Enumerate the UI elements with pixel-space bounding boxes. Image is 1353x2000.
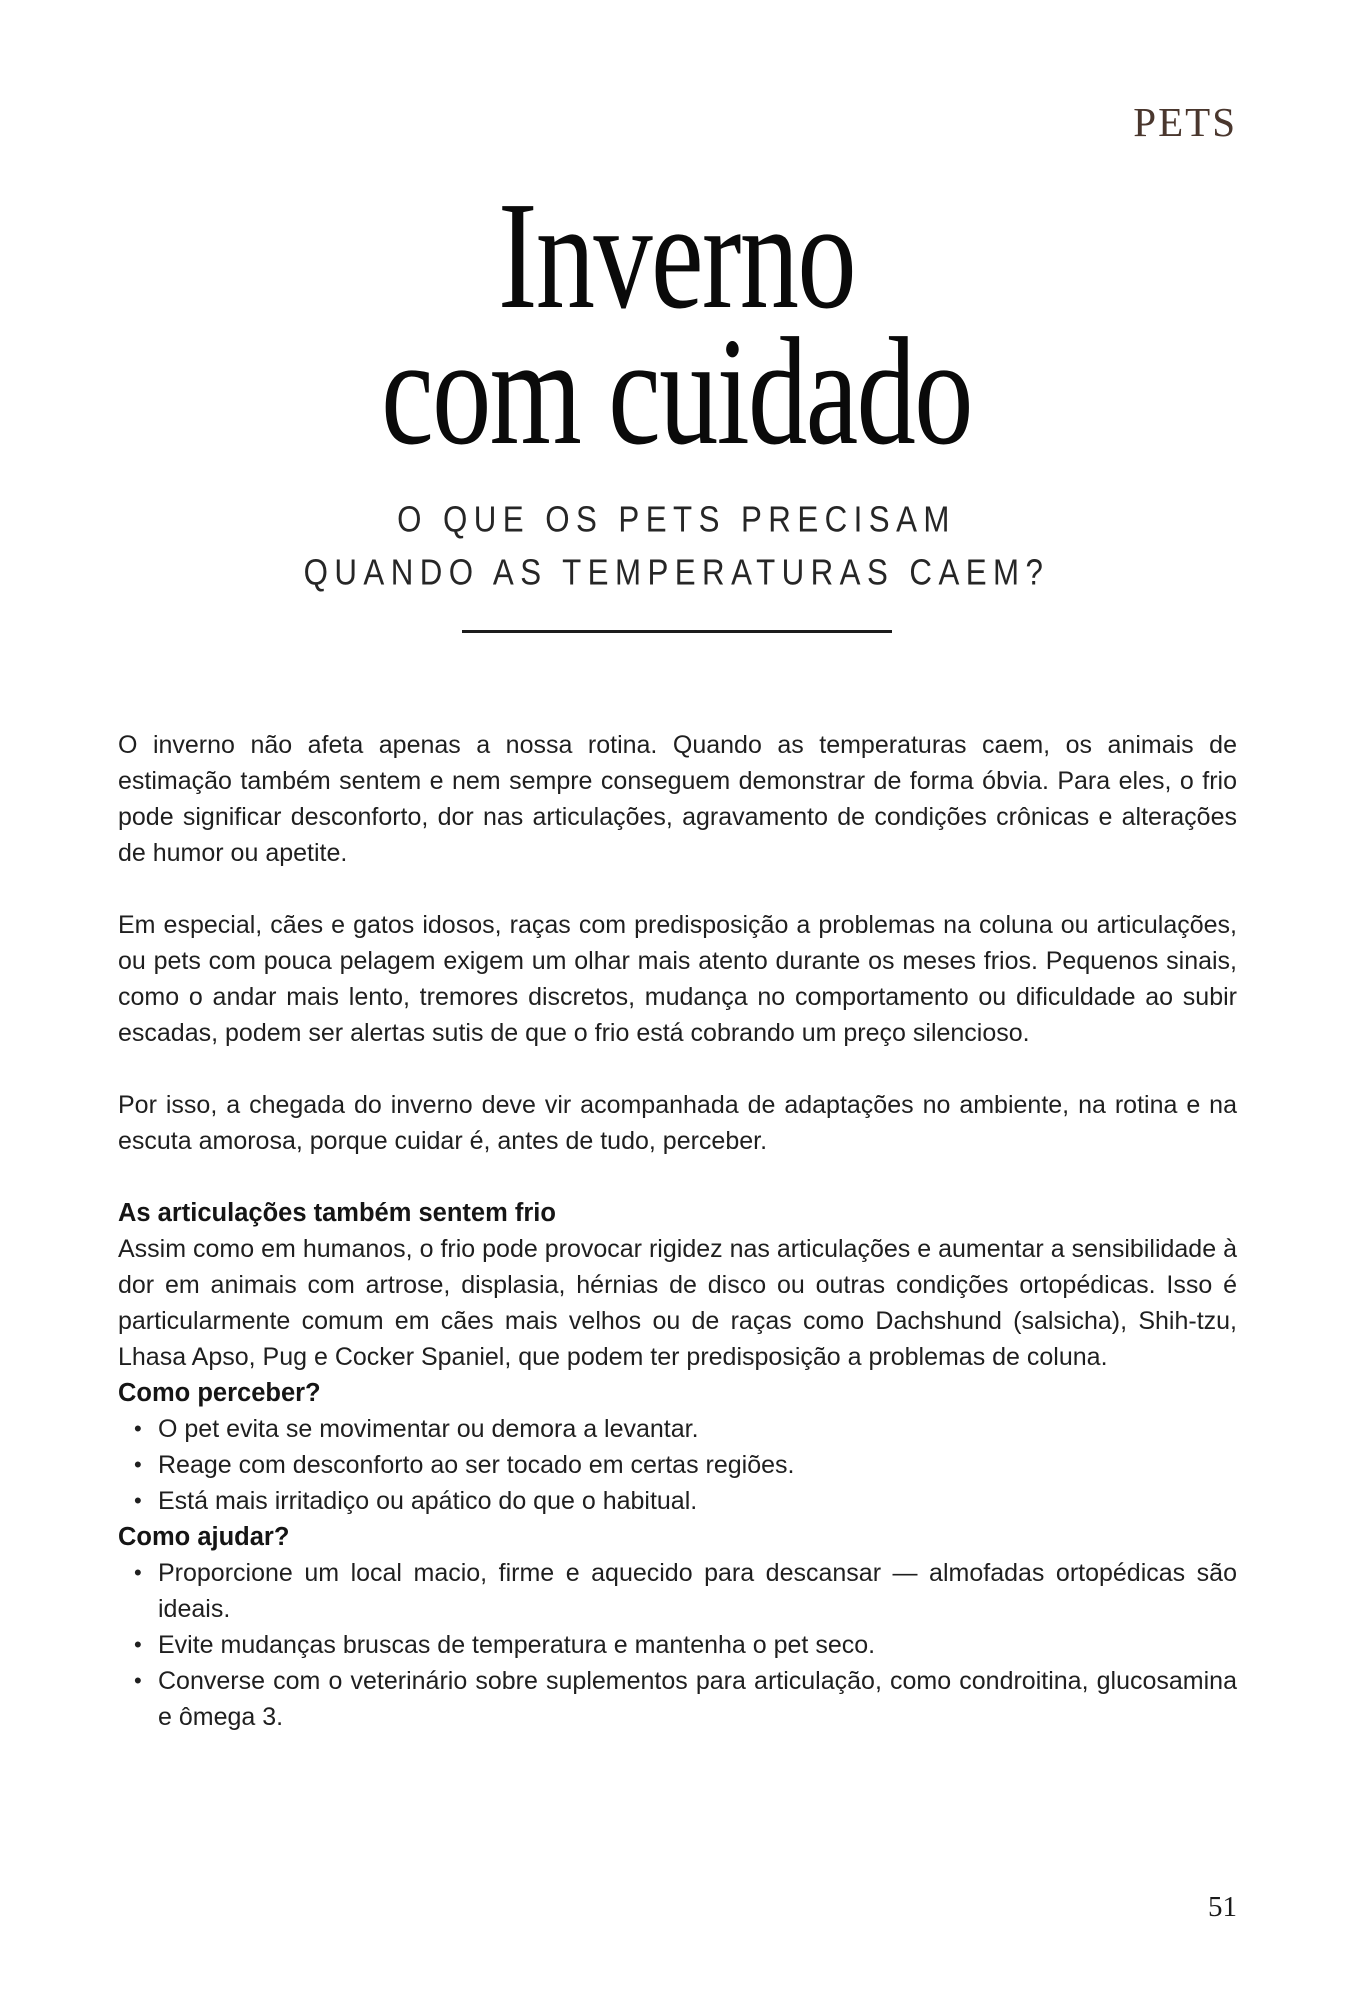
- list-item: [118, 1555, 1237, 1627]
- list-item: [118, 1447, 1237, 1483]
- article-header: [0, 170, 1353, 633]
- article-title-line2: com cuidado: [381, 306, 972, 478]
- section-paragraph: Assim como em humanos, o frio pode provocar rigidez nas articulações e aumentar a sensibilidade à dor em animais com artrose, displasia, hérnias de disco ou outras condições ortopédicas. Isso é particularmente comum em cães mais velhos ou de raças como Dachshund (salsicha), Shih-tzu, Lhasa Apso, Pug e Cocker Spaniel, que podem ter predisposição a problemas de coluna.: [118, 1234, 1237, 1371]
- page-number: 51: [1208, 1891, 1237, 1923]
- title-divider-rule: [462, 630, 892, 633]
- subheading-como-perceber: Como perceber?: [118, 1378, 321, 1407]
- subheading-como-ajudar: Como ajudar?: [118, 1522, 290, 1551]
- article-title-line1: Inverno: [497, 170, 855, 342]
- list-item-text: Converse com o veterinário sobre suplementos para articulação, como condroitina, glucosamina e ômega 3.: [158, 1666, 1237, 1731]
- bullet-icon: •: [134, 1559, 142, 1585]
- article-subtitle-line2: QUANDO AS TEMPERATURAS CAEM?: [303, 553, 1050, 593]
- list-item: [118, 1663, 1237, 1735]
- list-item: [118, 1483, 1237, 1519]
- help-list: [118, 1555, 1237, 1735]
- article-subtitle: [0, 494, 1353, 599]
- article-body: [118, 727, 1237, 1735]
- intro-paragraph: O inverno não afeta apenas a nossa rotina. Quando as temperaturas caem, os animais de estimação também sentem e nem sempre conseguem demonstrar de forma óbvia. Para eles, o frio pode significar desconforto, dor nas articulações, agravamento de condições crônicas e alterações de humor ou apetite.: [118, 730, 1237, 867]
- article-subtitle-line1: O QUE OS PETS PRECISAM: [397, 500, 956, 541]
- list-item: [118, 1627, 1237, 1663]
- perceive-list: [118, 1411, 1237, 1519]
- intro-paragraph: Por isso, a chegada do inverno deve vir acompanhada de adaptações no ambiente, na rotina e na escuta amorosa, porque cuidar é, antes de tudo, perceber.: [118, 1090, 1237, 1155]
- list-item-text: Proporcione um local macio, firme e aquecido para descansar — almofadas ortopédicas são ideais.: [158, 1558, 1237, 1623]
- article-title: [0, 170, 1353, 478]
- bullet-icon: •: [134, 1667, 142, 1693]
- intro-paragraph: Em especial, cães e gatos idosos, raças com predisposição a problemas na coluna ou articulações, ou pets com pouca pelagem exigem um olhar mais atento durante os meses frios. Pequenos sinais, como o andar mais lento, tremores discretos, mudança no comportamento ou dificuldade ao subir escadas, podem ser alertas sutis de que o frio está cobrando um preço silencioso.: [118, 910, 1237, 1047]
- list-item-text: Reage com desconforto ao ser tocado em certas regiões.: [158, 1450, 795, 1479]
- bullet-icon: •: [134, 1415, 142, 1441]
- bullet-icon: •: [134, 1487, 142, 1513]
- magazine-section-label: PETS: [1133, 99, 1237, 145]
- section-heading-articulacoes: As articulações também sentem frio: [118, 1198, 556, 1227]
- list-item-text: Está mais irritadiço ou apático do que o habitual.: [158, 1486, 698, 1515]
- bullet-icon: •: [134, 1631, 142, 1657]
- list-item-text: O pet evita se movimentar ou demora a levantar.: [158, 1414, 699, 1443]
- list-item-text: Evite mudanças bruscas de temperatura e mantenha o pet seco.: [158, 1630, 876, 1659]
- list-item: [118, 1411, 1237, 1447]
- bullet-icon: •: [134, 1451, 142, 1477]
